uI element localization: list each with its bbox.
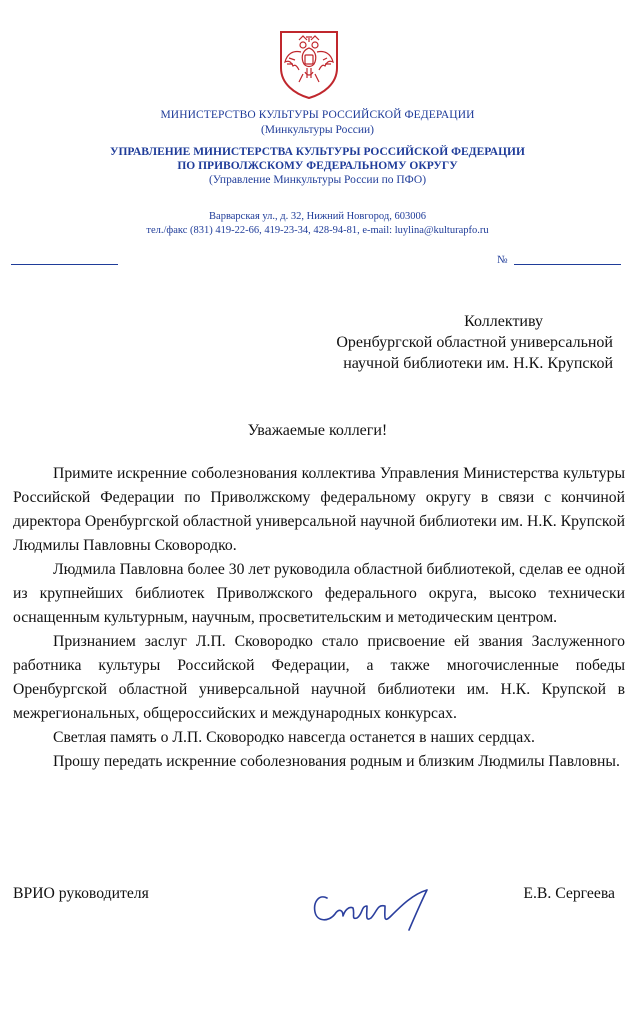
body-paragraph: Прошу передать искренние соболезнования родным и близким Людмилы Павловны. xyxy=(53,753,620,770)
letter-body xyxy=(13,462,625,774)
ministry-short-title: (Минкультуры России) xyxy=(260,124,375,136)
body-paragraph: Людмила Павловна более 30 лет руководила областной библиотекой, сделав ее одной из крупнейших библиотек Приволжского федерального округа, высоко технически оснащенным культурным, научным, просветительским и методическим центром. xyxy=(13,561,625,626)
addressee-line: Коллективу xyxy=(464,313,543,330)
signer-name: Е.В. Сергеева xyxy=(523,885,615,902)
ministry-title: МИНИСТЕРСТВО КУЛЬТУРЫ РОССИЙСКОЙ ФЕДЕРАЦИИ xyxy=(160,109,475,121)
handwritten-signature xyxy=(305,876,455,936)
greeting: Уважаемые коллеги! xyxy=(247,422,388,439)
department-short-title: (Управление Минкультуры России по ПФО) xyxy=(208,174,427,186)
postal-address: Варварская ул., д. 32, Нижний Новгород, 603006 xyxy=(209,211,426,222)
addressee-line: Оренбургской областной универсальной xyxy=(336,334,613,351)
contact-details: тел./факс (831) 419-22-66, 419-23-34, 428-94-81, e-mail: luylina@kulturapfo.ru xyxy=(146,225,489,236)
body-paragraph: Примите искренние соболезнования коллектива Управления Министерства культуры Российской Федерации по Приволжскому федеральному округу в связи с кончиной директора Оренбургской областной универсальной научной библиотеки им. Н.К. Крупской Людмилы Павловны Сковородко. xyxy=(13,465,625,554)
addressee-block xyxy=(336,311,613,374)
department-title-line1: УПРАВЛЕНИЕ МИНИСТЕРСТВА КУЛЬТУРЫ РОССИЙСКОЙ ФЕДЕРАЦИИ xyxy=(110,146,525,158)
department-title-line2: ПО ПРИВОЛЖСКОМУ ФЕДЕРАЛЬНОМУ ОКРУГУ xyxy=(177,160,458,172)
coat-of-arms-icon xyxy=(277,28,341,100)
number-sign: № xyxy=(497,254,508,266)
number-line xyxy=(514,264,621,265)
date-line xyxy=(11,264,118,265)
addressee-line: научной библиотеки им. Н.К. Крупской xyxy=(343,355,613,372)
body-paragraph: Светлая память о Л.П. Сковородко навсегда останется в наших сердцах. xyxy=(53,729,535,746)
signer-role: ВРИО руководителя xyxy=(13,885,149,902)
body-paragraph: Признанием заслуг Л.П. Сковородко стало присвоение ей звания Заслуженного работника культуры Российской Федерации, а также многочисленные победы Оренбургской областной универсальной научной библиотеки им. Н.К. Крупской в межрегиональных, общероссийских и международных конкурсах. xyxy=(13,633,625,722)
